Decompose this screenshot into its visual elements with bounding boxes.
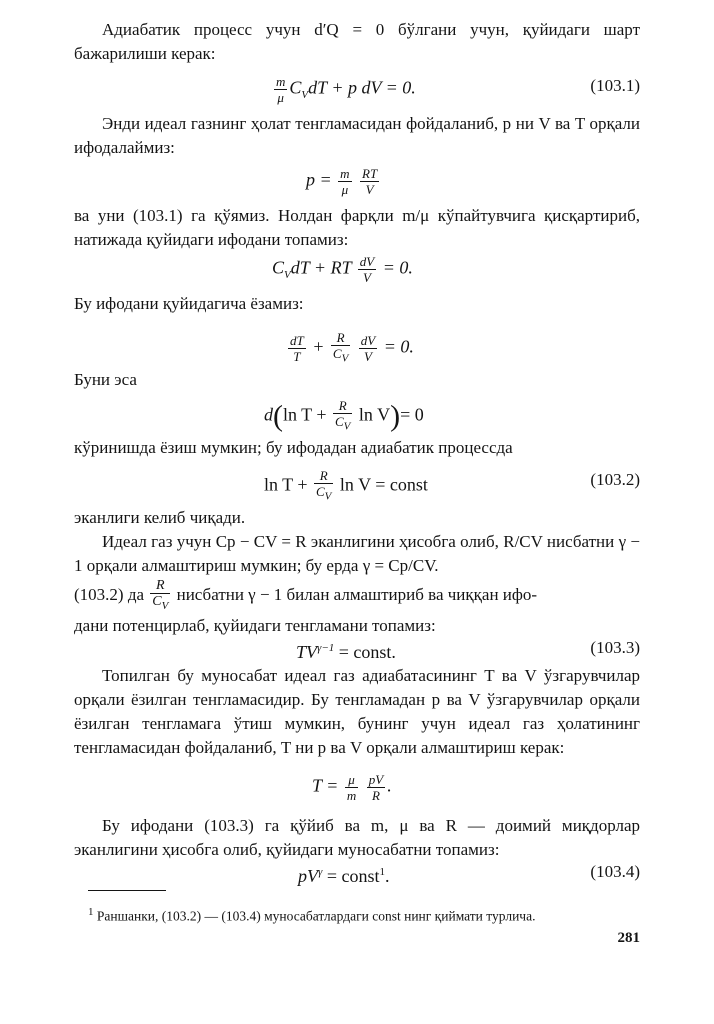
paragraph-adiabat: Топилган бу муносабат идеал газ адиабатасининг T ва V ўзгарувчилар орқали ёзилган тенгламасидир. Бу тенгламадан p ва V ўзгарувчилар орқали ёзилган тенгламага ўтиш мумкин, бунинг учун идеал газ ҳолатининг тенгламасидан фойдаланиб, T ни p ва V орқали алмаштириш керак: — [74, 666, 640, 757]
paragraph-then: Буни эса — [74, 370, 137, 389]
equation-number-103-1: (103.1) — [590, 76, 640, 95]
equation-number-103-4: (103.4) — [590, 862, 640, 881]
equation-T: T = $\frac{\mu}{m}$ $\frac{pV}{R}$ . — [312, 772, 392, 803]
paragraph-state-equation: Энди идеал газнинг ҳолат тенгламасидан фойдаланиб, p ни V ва T орқали ифодалаймиз: — [74, 114, 640, 157]
paragraph-substitute-constants: Бу ифодани (103.3) га қўйиб ва m, μ ва R — доимий миқдорлар эканлигини ҳисобга олиб, қуйидаги муносабатни топамиз: — [74, 816, 640, 859]
equation-number-103-3: (103.3) — [590, 638, 640, 657]
equation-cv: $C_VdT$ + RT $\frac{dV}{V}$ = 0. — [272, 254, 413, 285]
paragraph-result: эканлиги келиб чиқади. — [74, 508, 246, 527]
equation-differential: $\frac{dT}{T}$ + $\frac{R}{C_V}$ $\frac{dV}{V}$ = 0. — [290, 330, 414, 365]
equation-103-1: $\frac{m}{\mu}$ $C_VdT + p$ dV = 0. — [276, 74, 416, 105]
page-number: 281 — [617, 930, 640, 946]
paragraph-adiabatic-condition: Адиабатик процесс учун d′Q = 0 бўлгани учун, қуйидаги шарт бажарилиши керак: — [74, 20, 640, 63]
paragraph-ideal-gas: Идеал газ учун Cp − CV = R эканлигини ҳисобга олиб, R/CV нисбатни γ − 1 орқали алмаштириш мумкин; бу ерда γ = Cp/CV. — [74, 532, 640, 575]
paragraph-rewrite: Бу ифодани қуйидагича ёзамиз: — [74, 294, 304, 313]
equation-103-4: $pV^\gamma$ = const$^1$. — [298, 866, 390, 886]
footnote — [88, 903, 535, 926]
footnote-text: Раншанки, (103.2) — (103.4) муносабатлардаги const нинг қиймати турлича. — [96, 908, 536, 924]
equation-103-3: $TV^{\gamma-1}$ = const. — [296, 642, 396, 662]
footnote-mark: 1 — [88, 906, 94, 918]
equation-number-103-2: (103.2) — [590, 470, 640, 489]
equation-log-differential: d(ln T + $\frac{R}{C_V}$ ln V)= 0 — [264, 398, 424, 433]
paragraph-substitute: ва уни (103.1) га қўямиз. Нолдан фарқли m/μ кўпайтувчига қисқартириб, натижада қуйидаги ифодани топамиз: — [74, 206, 640, 249]
equation-p: p = $\frac{m}{\mu}$ $\frac{RT}{V}$ — [306, 166, 378, 197]
paragraph-replace: (103.2) да $\frac{R}{C_V}$ нисбатни γ − 1 билан алмаштириб ва чиққан ифо- дани потенцирлаб, қуйидаги тенгламани топамиз: — [74, 578, 538, 635]
equation-103-2: ln T + $\frac{R}{C_V}$ ln V = const — [264, 468, 428, 503]
paragraph-form: кўринишда ёзиш мумкин; бу ифодадан адиабатик процессда — [74, 438, 513, 457]
footnote-divider — [88, 890, 166, 891]
